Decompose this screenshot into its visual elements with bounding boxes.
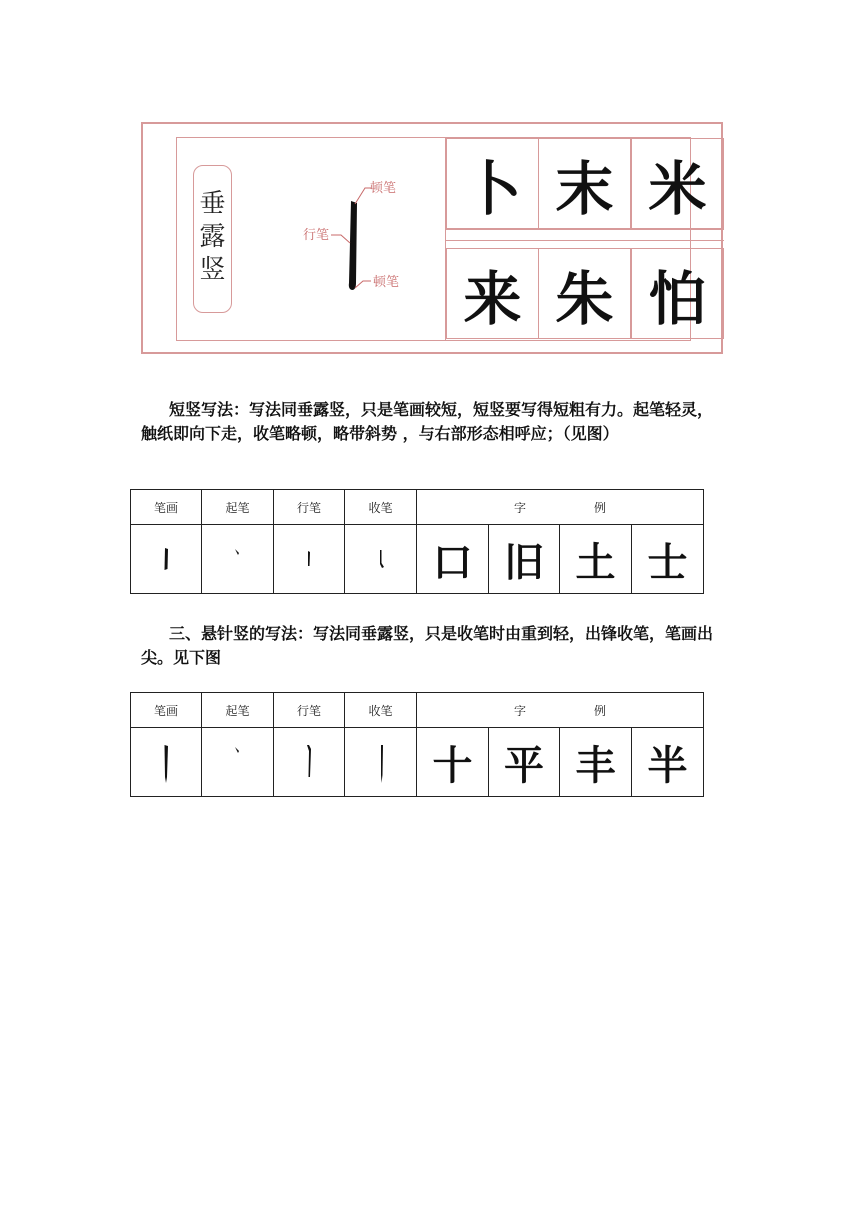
example-char-cell: 半 [632,728,704,797]
header-start: 起笔 [202,693,274,728]
vertical-stroke-shape [349,201,357,290]
needle-vertical-text: 三、悬针竖的写法：写法同垂露竖，只是收笔时由重到轻，出锋收笔，笔画出尖。见下图 [141,624,714,667]
example-character-grid [445,138,707,340]
example-char-cell: 口 [417,525,489,594]
header-move: 行笔 [274,693,345,728]
stroke-name-char: 垂 [199,189,226,219]
example-char-cell: 丰 [560,728,632,797]
stroke-glyph-cell [131,525,202,594]
table-row [131,728,704,797]
start-glyph-cell [202,728,274,797]
header-stroke: 笔画 [131,490,202,525]
example-char: 朱 [538,248,631,339]
end-glyph-cell [345,525,417,594]
end-glyph [371,737,391,787]
short-vertical-table [130,489,704,594]
example-char: 卜 [446,138,539,229]
move-glyph-cell [274,728,345,797]
label-top: 顿笔 [370,181,397,196]
header-examples: 字 例 [417,490,704,525]
move-glyph [299,737,319,787]
label-bottom: 顿笔 [373,275,400,290]
short-vertical-paragraph [141,398,726,446]
pointer-line-middle [331,235,350,243]
example-char-cell: 土 [560,525,632,594]
example-char-cell: 平 [489,728,560,797]
header-stroke: 笔画 [131,693,202,728]
stroke-name-char: 露 [199,222,226,252]
stroke-name-box [193,165,232,313]
table-header-row [131,490,704,525]
example-char: 来 [446,248,539,339]
pointer-line-top [355,188,371,204]
pointer-line-bottom [355,281,371,288]
short-vertical-glyph [156,539,176,579]
stroke-name-char: 竖 [199,255,226,285]
grid-row-separator [446,229,724,241]
move-glyph-cell [274,525,345,594]
header-start: 起笔 [202,490,274,525]
needle-vertical-glyph [156,737,176,787]
needle-vertical-paragraph [141,622,726,670]
short-vertical-text: 短竖写法：写法同垂露竖，只是笔画较短，短竖要写得短粗有力。起笔轻灵，触纸即向下走，收笔略顿，略带斜势 ，与右部形态相呼应；（见图） [141,400,714,443]
stroke-diagram-inner [176,137,707,341]
stroke-glyph-cell [131,728,202,797]
end-glyph [371,539,391,579]
start-dot-glyph [228,737,248,787]
stroke-diagram-panel [141,122,723,354]
start-dot-glyph [228,539,248,579]
start-glyph-cell [202,525,274,594]
example-char-cell: 十 [417,728,489,797]
header-examples: 字 例 [417,693,704,728]
example-char: 怕 [631,248,724,339]
example-char-cell: 旧 [489,525,560,594]
vertical-stroke-demo [257,138,437,342]
header-end: 收笔 [345,490,417,525]
header-move: 行笔 [274,490,345,525]
end-glyph-cell [345,728,417,797]
header-end: 收笔 [345,693,417,728]
label-middle: 行笔 [303,228,330,243]
example-char: 米 [631,138,724,229]
needle-vertical-table [130,692,704,797]
example-char-cell: 士 [632,525,704,594]
table-header-row [131,693,704,728]
move-glyph [299,539,319,579]
example-char: 末 [538,138,631,229]
table-row [131,525,704,594]
